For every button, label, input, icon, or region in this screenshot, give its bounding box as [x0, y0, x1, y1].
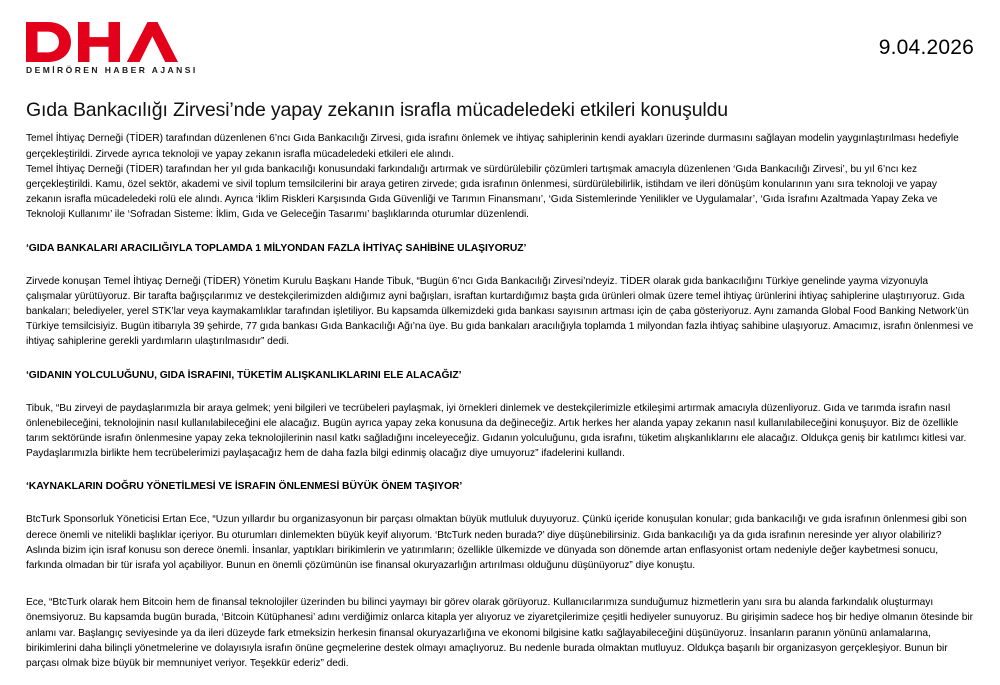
section-paragraph: Tibuk, “Bu zirveyi de paydaşlarımızla bir araya gelmek; yeni bilgileri ve tecrübeleri paylaşmak, iyi örnekleri dinlemek ve destekçilerimizle etkileşimi artırmak amacıyla düzenliyoruz. Gıda ve tarımda israfın nasıl önlenebileceğini, teknolojinin nasıl kullanılabileceğini ele alacağız. Bugün ayrıca yapay zeka konusuna da değineceğiz. Artık herkes her alanda yapay zekanın nasıl kullanılabileceğini konuşuyor. Biz de özellikle tarım sektöründe israfın önlenmesine yapay zeka teknolojilerinin nasıl katkı sağladığını inceleyeceğiz. Gıdanın yolculuğunu, gıda israfını, tüketim alışkanlıklarını ele alacağız. Oldukça geniş bir katılımcı kitlesi var. Paydaşlarımızla birlikte hem tecrübelerimizi paylaşacağız hem de daha fazla bilgi edinmiş olacağız diye umuyoruz” ifadelerini kullandı.: [26, 402, 967, 460]
section-paragraph: Zirvede konuşan Temel İhtiyaç Derneği (TİDER) Yönetim Kurulu Başkanı Hande Tibuk, “Bugün 6’ncı Gıda Bankacılığı Zirvesi’ndeyiz. TİDER olarak gıda bankacılığını Türkiye genelinde yayma vizyonuyla çalışmalar yürütüyoruz. Bir tarafta bağışçılarımız ve destekçilerimizden aldığımız ayni bağışları, israftan kurtardığımız başta gıda ürünleri olmak üzere temel ihtiyaç ürünlerini ihtiyaç sahiplerine ulaştırıyoruz. Gıda bankaları; belediyeler, yerel STK’lar veya kaymakamlıklar tarafından işletiliyor. Bu kapsamda ülkemizdeki gıda bankası sayısının artması için de çaba gösteriyoruz. Aynı zamanda Global Food Banking Network’ün Türkiye temsilcisiyiz. Bugün itibarıyla 39 şehirde, 77 gıda bankası Gıda Bankacılığı Ağı’na üye. Bu gıda bankaları aracılığıyla toplamda 1 milyondan fazla ihtiyaç sahibine ulaşıyoruz. Amacımız, israfın önlenmesi ve ihtiyaç sahiplerine gerekli yardımların ulaştırılmasıdır” dedi.: [26, 275, 974, 348]
section-paragraph: Ece, “BtcTurk olarak hem Bitcoin hem de finansal teknolojiler üzerinden bu bilinci yaymayı bir görev olarak görüyoruz. Kullanıcılarımıza sunduğumuz hizmetlerin yanı sıra bu alanda farkındalık oluşturmayı önemsiyoruz. Bu kapsamda bugün burada, ‘Bitcoin Kütüphanesi’ adını verdiğimiz onlarca kitapla yer alıyoruz ve ziyaretçilerimize çeşitli hediyeler sunuyoruz. Bu girişimin sadece hoş bir hediye olmanın ötesinde bir anlamı var. Başlangıç seviyesinde ya da ileri düzeyde fark etmeksizin herkesin finansal okuryazarlığına ve ekonomi bilgisine katkı sağlayabileceğini düşünüyoruz. İnsanların paranın yönünü anlamalarına, birikimlerini daha bilinçli yönetmelerine ve dolayısıyla israfın önüne geçmelerine destek olmayı amaçlıyoruz. Bu nedenle burada olmaktan mutluyuz. Oldukça başarılı bir organizasyon gerçekleşiyor. Bunun bir parçası olmak bize büyük bir memnuniyet veriyor. Teşekkür ederiz” dedi.: [26, 597, 973, 670]
dha-logo: [26, 0, 198, 75]
section-spacer: [26, 583, 974, 595]
section-subheading: ‘GIDA BANKALARI ARACILIĞIYLA TOPLAMDA 1 MİLYONDAN FAZLA İHTİYAÇ SAHİBİNE ULAŞIYORUZ’: [26, 242, 527, 254]
section-paragraph: BtcTurk Sponsorluk Yöneticisi Ertan Ece, “Uzun yıllardır bu organizasyonun bir parçası olmaktan büyük mutluluk duyuyoruz. Çünkü içeride konuşulan konular; gıda bankacılığı ve gıda israfının önlenmesi gibi son derece önemli ve nitelikli başlıklar içeriyor. Bu oturumları dinlemekten büyük keyif alıyorum. ‘BtcTurk neden burada?’ diye düşünebilirsiniz. Gıda bankacılığı ya da gıda israfının neresinde yer alıyor olabiliriz? Aslında bizim için israf konusu son derece önemli. İnsanlar, yaptıkları birikimlerin ve yatırımların; özellikle ülkemizde ve dünyada son dönemde artan enflasyonist ortam nedeniyle değer kaybetmesi sonucu, farkında olmadan bir tür israfa yol açabiliyor. Bunun en önemli çözümünün ise finansal okuryazarlığın artırılması olduğunu düşünüyoruz” diye konuştu.: [26, 514, 967, 572]
intro-paragraph: Temel İhtiyaç Derneği (TİDER) tarafından her yıl gıda bankacılığı konusundaki farkındalığı artırmak ve sürdürülebilir çözümleri tartışmak amacıyla düzenlenen ‘Gıda Bankacılığı Zirvesi’, bu yıl 6’ncı kez gerçekleştirildi. Kamu, özel sektör, akademi ve sivil toplum temsilcilerini bir araya getiren zirvede; gıda israfının önlenmesi, sürdürülebilirlik, istihdam ve ileri dönüşüm konularının yanı sıra teknoloji ve yapay zekanın israfla mücadeledeki rolü ele alındı. Ayrıca ‘İklim Riskleri Karşısında Gıda Güvenliği ve Tarımın Finansmanı’, ‘Gıda Sistemlerinde Yenilikler ve Uygulamalar’, ‘Gıda İsrafını Azaltmada Yapay Zeka ve Teknoloji Kullanımı’ ile ‘Sofradan Sisteme: İklim, Gıda ve Geleceğin Tasarımı’ başlıklarında oturumlar düzenlendi.: [26, 163, 938, 221]
section-spacer: [26, 471, 974, 479]
section-spacer: [26, 393, 974, 401]
logo-tagline: DEMİRÖREN HABER AJANSI: [26, 65, 198, 75]
document-header: [26, 0, 974, 92]
section-subheading: ‘GIDANIN YOLCULUĞUNU, GIDA İSRAFINI, TÜKETİM ALIŞKANLIKLARINI ELE ALACAĞIZ’: [26, 369, 462, 381]
document-date: 9.04.2026: [878, 36, 974, 59]
section-spacer: [26, 233, 974, 241]
section-subheading: ‘KAYNAKLARIN DOĞRU YÖNETİLMESİ VE İSRAFIN ÖNLENMESİ BÜYÜK ÖNEM TAŞIYOR’: [26, 481, 463, 493]
section-spacer: [26, 360, 974, 368]
section-spacer: [26, 504, 974, 512]
intro-paragraph: Temel İhtiyaç Derneği (TİDER) tarafından düzenlenen 6’ncı Gıda Bankacılığı Zirvesi, gıda israfını önlemek ve ihtiyaç sahiplerinin kendi ayakları üzerinde durmasını sağlayan modelin yaygınlaştırılması hedefiyle gerçekleştirildi. Zirvede ayrıca teknoloji ve yapay zekanın israfla mücadeledeki etkileri ele alındı.: [26, 133, 959, 160]
article-body: [26, 92, 974, 671]
section-spacer: [26, 266, 974, 274]
dha-wordmark-icon: [26, 22, 198, 62]
article-headline: Gıda Bankacılığı Zirvesi’nde yapay zekanın israfla mücadeledeki etkileri konuşuldu: [26, 99, 728, 121]
